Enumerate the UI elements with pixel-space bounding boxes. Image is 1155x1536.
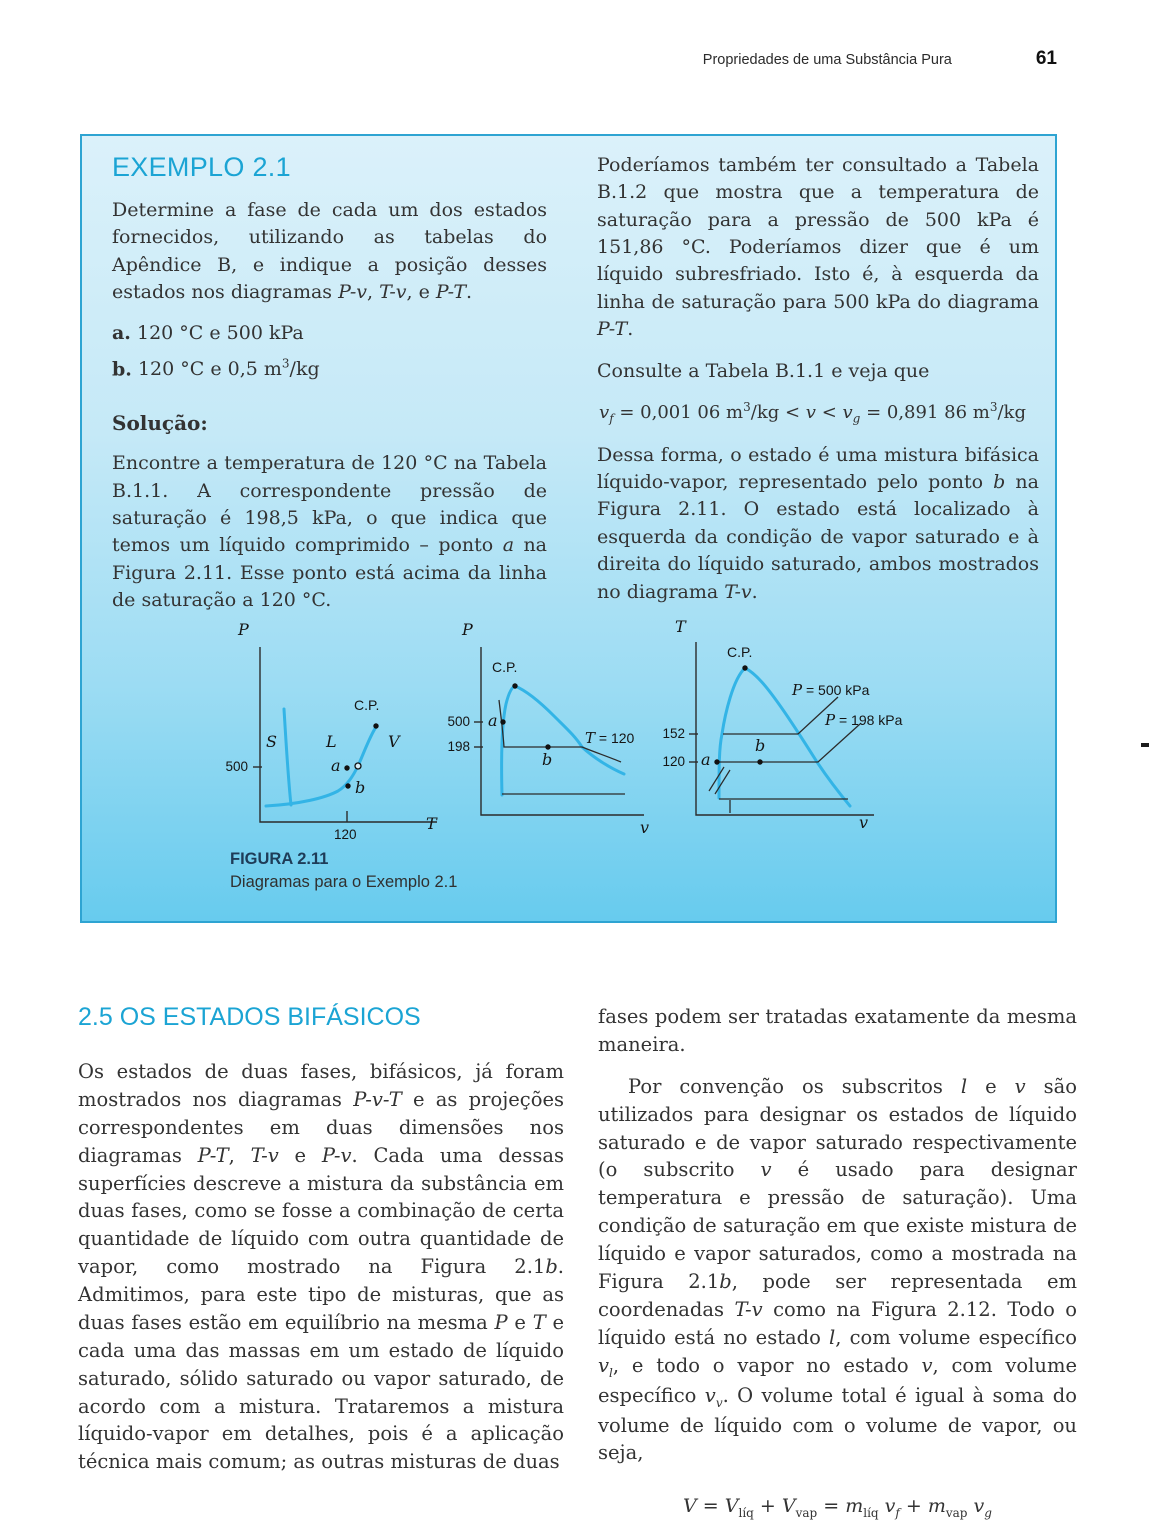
tv-isobar-500-value: = 500 kPa bbox=[802, 682, 870, 698]
page-edge-mark bbox=[1141, 743, 1149, 747]
item-b-label: b. bbox=[112, 358, 132, 381]
pt-diagram-plot bbox=[230, 622, 450, 857]
tv-isobar-198-variable: P bbox=[825, 711, 836, 729]
solution-paragraph: Encontre a temperatura de 120 °C na Tabela B.1.1. A correspondente pressão de saturação é 198,5 kPa, o que indica que temos um líquido comprimido – ponto a na Figura 2.11. Esse ponto está acima da linha de saturação a 120 °C. bbox=[112, 452, 548, 612]
item-a-label: a. bbox=[112, 322, 131, 345]
tv-isobar-198-label bbox=[825, 711, 902, 729]
pt-y-axis-label: P bbox=[238, 620, 249, 639]
running-header bbox=[0, 48, 1057, 70]
example-box bbox=[80, 134, 1057, 923]
pt-liquid-region-label: L bbox=[326, 732, 337, 751]
pv-isotherm-label bbox=[585, 729, 634, 747]
example-item-a bbox=[112, 320, 547, 347]
pt-point-b-label: b bbox=[355, 778, 366, 797]
section-left-column bbox=[78, 1003, 564, 1536]
pv-point-a-label: a bbox=[488, 711, 498, 730]
tv-isobar-500-variable: P bbox=[792, 681, 803, 699]
example-right-p3: Dessa forma, o estado é uma mistura bifásica líquido-vapor, representado pelo ponto b na Figura 2.11. O estado está localizado à esquerda da condição de vapor saturado e à direita do líquido saturado, ambos mostrados no diagrama T-v. bbox=[597, 443, 1039, 603]
example-left-column bbox=[112, 152, 547, 628]
pv-y-axis-label: P bbox=[462, 620, 473, 639]
example-title: EXEMPLO 2.1 bbox=[112, 152, 291, 182]
pt-critical-point-label: C.P. bbox=[354, 697, 380, 713]
tv-tick-120: 120 bbox=[662, 754, 685, 769]
section-right-p1: fases podem ser tratadas exatamente da mesma maneira. bbox=[598, 1005, 1077, 1056]
pt-point-a-label: a bbox=[331, 756, 341, 775]
pt-tick-120: 120 bbox=[334, 827, 357, 842]
pv-tick-198: 198 bbox=[447, 739, 470, 754]
item-b-text: 120 °C e 0,5 $m^3/kg$ bbox=[137, 356, 320, 381]
tv-x-axis-label: v bbox=[859, 813, 869, 832]
tv-point-b-label: b bbox=[755, 736, 766, 755]
example-right-p1: Poderíamos também ter consultado a Tabela B.1.2 que mostra que a temperatura de saturação para a pressão de 500 kPa é 151,86 °C. Poderíamos dizer que é um líquido subresfriado. Isto é, à esquerda da linha de saturação para 500 kPa do diagrama P-T. bbox=[597, 154, 1039, 341]
pv-critical-point-label: C.P. bbox=[492, 659, 518, 675]
solution-heading: Solução: bbox=[112, 411, 208, 436]
tv-isobar-198-value: = 198 kPa bbox=[835, 712, 903, 728]
section-right-p2: Por convenção os subscritos l e v são utilizados para designar os estados de líquido saturado e de vapor saturado respectivamente (o subscrito v é usado para designar temperatura e pressão de saturação). Uma condição de saturação em que existe mistura de líquido e vapor saturados, como a mostrada na Figura 2.1b, pode ser representada em coordenadas T-v como na Figura 2.12. Todo o líquido está no estado l, com volume específico $v_l$, e todo o vapor no estado v, com volume específico $v_v$. O volume total é igual à soma do volume de líquido com o volume de vapor, ou seja, bbox=[598, 1074, 1078, 1465]
pt-solid-region-label: S bbox=[266, 732, 277, 751]
tv-diagram bbox=[657, 617, 917, 857]
pv-isotherm-value: = 120 bbox=[595, 730, 635, 746]
tv-isobar-500-label bbox=[792, 681, 869, 699]
running-head-title: Propriedades de uma Substância Pura bbox=[702, 52, 952, 68]
volume-equation: $V = V_{líq} + V_{vap} = m_{líq}$ $v_f + m_{vap}$ $v_g$ bbox=[683, 1495, 992, 1521]
pv-point-b-label: b bbox=[542, 750, 553, 769]
pv-diagram bbox=[442, 622, 672, 857]
figure-caption-title: FIGURA 2.11 bbox=[230, 850, 329, 868]
tv-point-a-label: a bbox=[701, 750, 711, 769]
section-heading: 2.5 OS ESTADOS BIFÁSICOS bbox=[78, 1003, 421, 1031]
example-columns bbox=[82, 136, 1055, 628]
tv-diagram-plot bbox=[657, 617, 917, 857]
specific-volume-formula: $v_f = 0,001$ 06 $m^3/kg < v < v_g = 0,891$ 86 $m^3/kg$ bbox=[599, 399, 1026, 426]
pv-diagram-plot bbox=[442, 622, 672, 857]
example-intro: Determine a fase de cada um dos estados fornecidos, utilizando as tabelas do Apêndice B, e indique a posição desses estados nos diagramas P-v, T-v, e P-T. bbox=[112, 199, 548, 304]
item-a-text: 120 °C e 500 kPa bbox=[136, 322, 304, 345]
pv-tick-500: 500 bbox=[447, 714, 470, 729]
pt-diagram bbox=[225, 620, 450, 857]
section-2-5 bbox=[78, 1003, 1077, 1536]
pv-isotherm-variable: T bbox=[585, 729, 596, 747]
pv-x-axis-label: v bbox=[640, 818, 650, 837]
pt-tick-500: 500 bbox=[225, 759, 248, 774]
tv-critical-point-label: C.P. bbox=[727, 644, 753, 660]
example-right-p2: Consulte a Tabela B.1.1 e veja que bbox=[597, 359, 930, 382]
tv-tick-152: 152 bbox=[662, 726, 685, 741]
example-right-column bbox=[597, 152, 1039, 628]
section-left-paragraph: Os estados de duas fases, bifásicos, já foram mostrados nos diagramas P-v-T e as projeções correspondentes em duas dimensões nos diagramas P-T, T-v e P-v. Cada uma dessas superfícies descreve a mistura da substância em duas fases, como se fosse a combinação de certa quantidade de líquido com outra quantidade de vapor, como mostrado na Figura 2.1b. Admitimos, para este tipo de misturas, que as duas fases estão em equilíbrio na mesma P e T e cada uma das massas em um estado de líquido saturado, sólido saturado ou vapor saturado, de acordo com a mistura. Trataremos a mistura líquido-vapor em detalhes, pois é a aplicação técnica mais comum; as outras misturas de duas bbox=[78, 1060, 564, 1474]
example-item-b bbox=[112, 356, 547, 384]
pt-vapor-region-label: V bbox=[388, 732, 400, 751]
tv-y-axis-label: T bbox=[675, 617, 686, 636]
figure-caption-text: Diagramas para o Exemplo 2.1 bbox=[230, 873, 458, 891]
figure-caption bbox=[230, 850, 457, 892]
page-number: 61 bbox=[1035, 48, 1057, 69]
pt-x-axis-label: T bbox=[426, 814, 437, 833]
section-right-column bbox=[598, 1003, 1077, 1536]
